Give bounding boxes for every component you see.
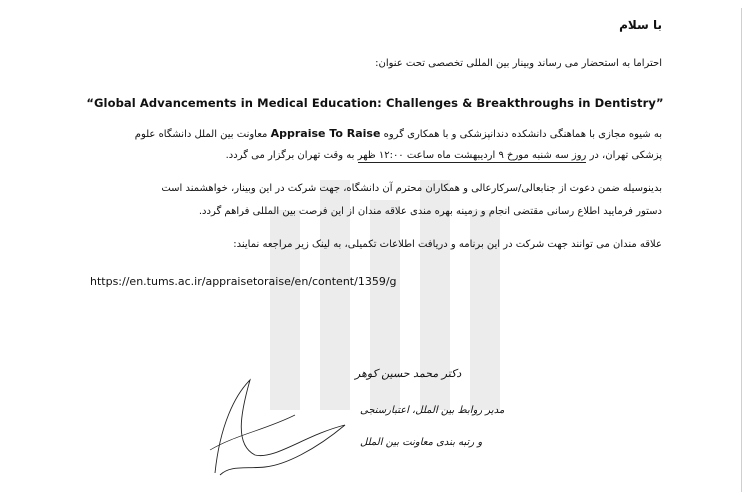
group-name: Appraise To Raise	[270, 127, 381, 140]
webinar-title: “Global Advancements in Medical Education: Challenges & Breakthroughs in Dentistry”	[86, 96, 664, 110]
paragraph-2-line-2: دستور فرمایید اطلاع رسانی مقتضی انجام و زمینه بهره مندی علاقه مندان از این فرصت بین المللی فراهم گردد.	[198, 206, 662, 217]
event-datetime: روز سه شنبه مورخ ۹ اردیبهشت ماه ساعت ۱۲:۰۰ ظهر	[357, 150, 587, 161]
signature-stroke	[215, 380, 345, 475]
registration-link[interactable]: https://en.tums.ac.ir/appraisetoraise/en/content/1359/g	[90, 275, 397, 288]
p1-pre: به شیوه مجازی با هماهنگی دانشکده دندانپزشکی و با همکاری گروه	[383, 129, 662, 140]
page-edge	[741, 8, 742, 492]
p1-line2-pre: پزشکی تهران، در	[589, 150, 662, 161]
signature-block	[195, 355, 505, 485]
paragraph-1-line-1	[135, 127, 662, 140]
greeting: با سلام	[619, 18, 662, 32]
signatory-name: دکتر محمد حسین کوهر	[355, 367, 462, 380]
paragraph-3: علاقه مندان می توانند جهت شرکت در این برنامه و دریافت اطلاعات تکمیلی، به لینک زیر مراجعه نمایند:	[233, 239, 662, 250]
p1-post: معاونت بین الملل دانشگاه علوم	[134, 129, 268, 140]
paragraph-1-line-2	[226, 150, 662, 161]
intro-line: احتراما به استحضار می رساند وبینار بین المللی تخصصی تحت عنوان:	[375, 58, 662, 69]
p1-line2-post: به وقت تهران برگزار می گردد.	[225, 150, 355, 161]
signatory-title-1: مدیر روابط بین الملل، اعتبارسنجی	[360, 405, 505, 416]
signatory-title-2: و رتبه بندی معاونت بین الملل	[360, 437, 483, 448]
paragraph-2-line-1: بدینوسیله ضمن دعوت از جنابعالی/سرکارعالی و همکاران محترم آن دانشگاه، جهت شرکت در این وبینار، خواهشمند است	[161, 183, 662, 194]
